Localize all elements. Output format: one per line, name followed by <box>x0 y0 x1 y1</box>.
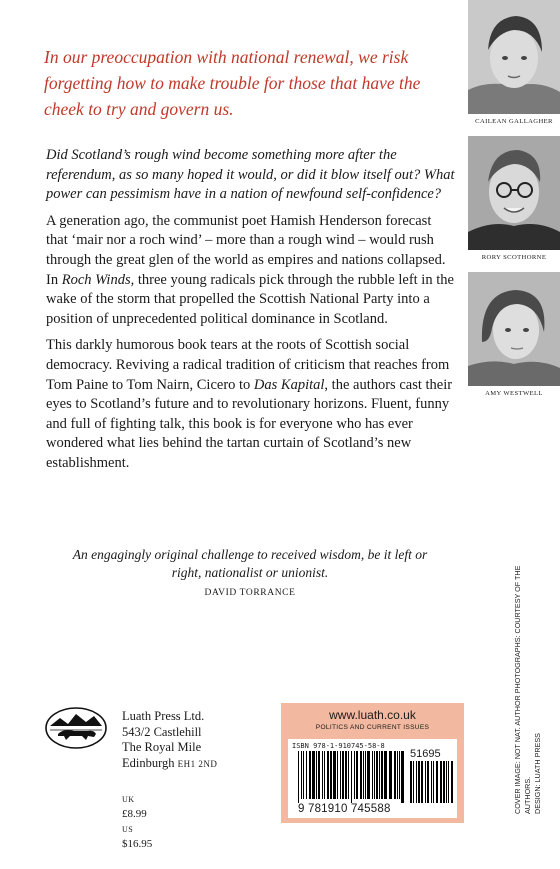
barcode-bar <box>316 751 317 799</box>
barcode-bar <box>298 751 299 803</box>
barcode-bar <box>312 751 315 799</box>
barcode-addon-bar <box>431 761 432 803</box>
barcode-bar <box>318 751 320 799</box>
das-kapital-title: Das Kapital <box>253 376 325 393</box>
author-name-1: CAILEAN GALLAGHER <box>475 118 553 125</box>
publisher-url: www.luath.co.uk <box>329 708 416 722</box>
barcode-bar <box>330 751 332 799</box>
barcode-bar <box>345 751 347 799</box>
endorsement <box>60 546 440 602</box>
barcode-addon-bar <box>410 761 412 803</box>
credits-line-1: COVER IMAGE: NOT NAT. AUTHOR PHOTOGRAPHS: COURTESY OF THE AUTHORS. <box>513 565 532 814</box>
barcode-bar <box>399 751 400 799</box>
cover-credits <box>513 544 543 814</box>
barcode-bar <box>324 751 325 799</box>
paragraph-2 <box>46 336 456 473</box>
luath-logo-icon <box>44 706 108 750</box>
barcode-addon-bar <box>421 761 423 803</box>
author-photo-2 <box>468 136 560 250</box>
barcode-bar <box>374 751 375 799</box>
barcode-panel <box>281 703 464 823</box>
barcode-bar <box>342 751 344 799</box>
barcode-bar <box>340 751 341 799</box>
publisher-area: The Royal Mile <box>122 740 202 754</box>
barcode-bar <box>394 751 396 799</box>
barcode-bar <box>303 751 304 799</box>
barcode-bar <box>376 751 378 799</box>
barcode-bar <box>372 751 373 799</box>
barcode <box>288 739 457 818</box>
barcode-bar <box>301 751 302 799</box>
paragraph-2-start: This darkly humorous book tears at the roots of Scottish social democracy. Reviving a radical tradition of criticism that reaches from Tom Paine to Tom Nairn, Cicero to <box>46 337 450 393</box>
barcode-addon-bar <box>440 761 442 803</box>
intro-paragraph: Did Scotland’s rough wind become something more after the referendum, as so many hoped it would, or did it blow itself out? What power can pessimism have in a nation of newfound self-confidence? <box>46 147 455 203</box>
barcode-bar <box>309 751 311 799</box>
publisher-city: Edinburgh <box>122 755 175 770</box>
barcode-bar <box>389 751 392 799</box>
ean-number: 9 781910 745588 <box>298 803 391 815</box>
price-uk-amount: £8.99 <box>122 808 147 820</box>
barcode-addon-bar <box>436 761 438 803</box>
price-uk-currency: UK <box>122 795 135 804</box>
barcode-bar <box>384 751 387 799</box>
endorsement-author: DAVID TORRANCE <box>204 588 296 598</box>
barcode-bar <box>397 751 398 799</box>
barcode-bar <box>351 751 352 803</box>
barcode-bar <box>401 751 404 803</box>
publisher-name: Luath Press Ltd. <box>122 709 205 723</box>
paragraph-2-end: , the authors cast their eyes to Scotland’s future and to revolutionary horizons. Fluent, funny and full of fighting talk, this book is for everyone who has ever wondered what lies behind the tartan curtain of Scotland’s new establishment. <box>46 376 453 471</box>
paragraph-1-end: , three young radicals pick through the rubble left in the wake of the storm that propelled the Scottish National Party into a position of unprecedented political dominance in Scotland. <box>46 271 454 327</box>
paragraph-1 <box>46 212 456 330</box>
book-title: Roch Winds <box>61 271 131 288</box>
barcode-addon-bar <box>425 761 426 803</box>
barcode-bar <box>356 751 358 799</box>
credits-line-2: DESIGN: LUATH PRESS <box>533 733 542 814</box>
barcode-addon-bar <box>413 761 414 803</box>
author-column <box>468 0 560 408</box>
barcode-bar <box>337 751 338 799</box>
barcode-bar <box>333 751 336 799</box>
pull-quote: In our preoccupation with national renewal, we risk forgetting how to make trouble for those that have the cheek to try and govern us. <box>44 47 421 119</box>
barcode-addon-bar <box>433 761 434 803</box>
publisher-street: 543/2 Castlehill <box>122 724 202 739</box>
barcode-addon-bar <box>443 761 445 803</box>
barcode-addon-bar <box>448 761 449 803</box>
price-us-currency: US <box>122 825 134 834</box>
barcode-addon-number: 51695 <box>410 748 441 760</box>
price-us-amount: $16.95 <box>122 838 153 850</box>
publisher-address <box>122 709 262 772</box>
publisher-postcode: EH1 2ND <box>177 758 218 769</box>
endorsement-quote: An engagingly original challenge to received wisdom, be it left or right, nationalist or unionist. <box>72 547 428 580</box>
price-list <box>122 792 152 852</box>
price-us <box>122 822 152 852</box>
barcode-addon-bar <box>446 761 447 803</box>
barcode-bar <box>354 751 355 799</box>
price-uk <box>122 792 152 822</box>
book-category: POLITICS AND CURRENT ISSUES <box>315 724 430 731</box>
publisher-city-line <box>122 756 262 773</box>
barcode-addon-bar <box>416 761 417 803</box>
barcode-bar <box>379 751 380 799</box>
blurb <box>46 146 456 481</box>
barcode-addon-bar <box>418 761 420 803</box>
paragraph-1-start: A generation ago, the communist poet Hamish Henderson forecast that ‘mair nor a roch wind’ – more than a rough wind – would rush through the great glen of the world as empires and nations collapsed. In <box>46 212 446 288</box>
barcode-bars <box>296 751 456 803</box>
barcode-addon-bar <box>427 761 429 803</box>
author-photo-3 <box>468 272 560 386</box>
barcode-bar <box>348 751 349 799</box>
author-name-3: AMY WESTWELL <box>485 390 543 397</box>
barcode-addon-bar <box>451 761 453 803</box>
barcode-bar <box>322 751 323 799</box>
barcode-bar <box>367 751 370 799</box>
barcode-bar <box>365 751 366 799</box>
barcode-bar <box>363 751 364 799</box>
barcode-bar <box>360 751 362 799</box>
author-name-2: RORY SCOTHORNE <box>481 254 547 261</box>
isbn-text: ISBN 978-1-910745-58-8 <box>292 742 385 750</box>
barcode-bar <box>381 751 383 799</box>
author-photo-1 <box>468 0 560 114</box>
barcode-bar <box>306 751 307 799</box>
barcode-bar <box>327 751 329 799</box>
